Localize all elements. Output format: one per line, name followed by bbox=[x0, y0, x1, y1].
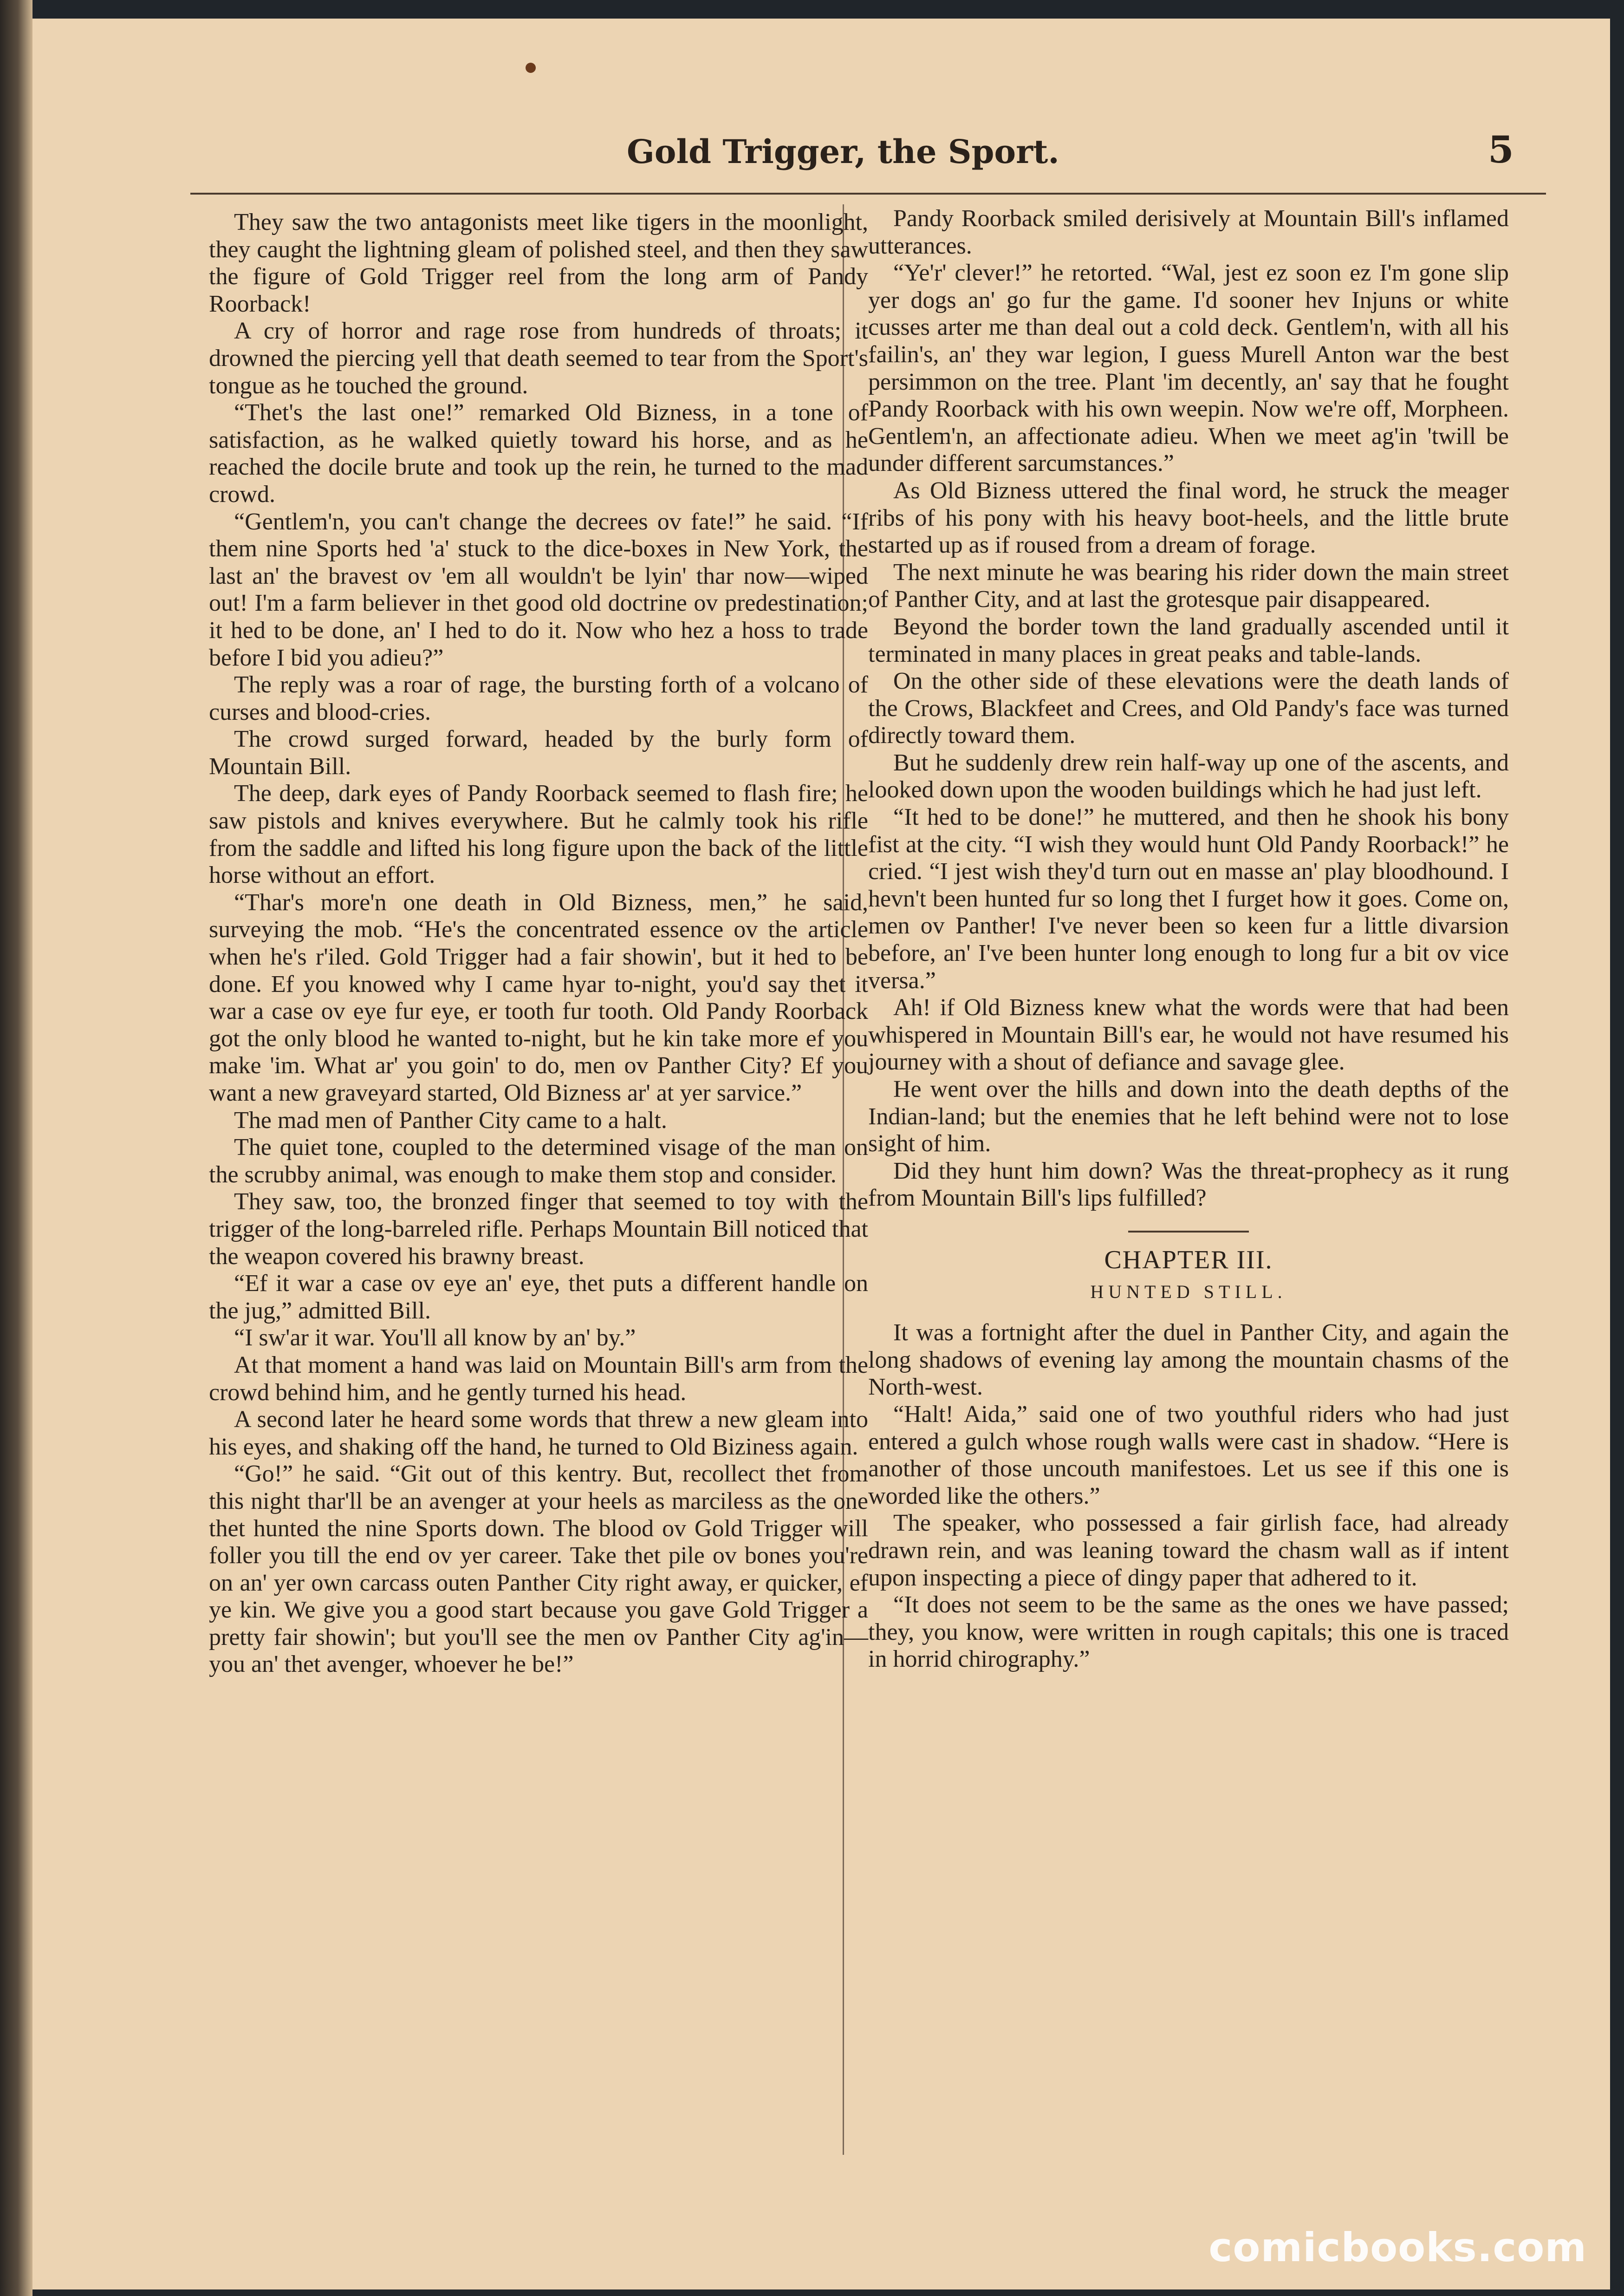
paragraph: Did they hunt him down? Was the threat-prophecy as it rung from Mountain Bill's lips fulfilled? bbox=[868, 1157, 1509, 1212]
paragraph: A second later he heard some words that threw a new gleam into his eyes, and shaking off the hand, he turned to Old Biziness again. bbox=[209, 1406, 868, 1460]
paragraph: “Halt! Aida,” said one of two youthful riders who had just entered a gulch whose rough walls were cast in shadow. “Here is another of those uncouth manifestoes. Let us see if this one is worded like the others.” bbox=[868, 1401, 1509, 1509]
paragraph: Ah! if Old Bizness knew what the words were that had been whispered in Mountain Bill's ear, he would not have resumed his journey with a shout of defiance and savage glee. bbox=[868, 994, 1509, 1076]
paragraph: “I sw'ar it war. You'll all know by an' by.” bbox=[234, 1324, 636, 1351]
section-rule bbox=[1128, 1231, 1249, 1233]
paragraph: Beyond the border town the land gradually ascended until it terminated in many places in great peaks and table-lands. bbox=[868, 613, 1509, 667]
paragraph: The quiet tone, coupled to the determined visage of the man on the scrubby animal, was enough to make them stop and consider. bbox=[209, 1134, 868, 1188]
paragraph: The next minute he was bearing his rider down the main street of Panther City, and at last the grotesque pair disappeared. bbox=[868, 559, 1509, 613]
paragraph: The mad men of Panther City came to a halt. bbox=[234, 1107, 667, 1134]
page-header bbox=[32, 128, 1610, 183]
paragraph: The reply was a roar of rage, the bursting forth of a volcano of curses and blood-cries. bbox=[209, 672, 868, 725]
paragraph: On the other side of these elevations were the death lands of the Crows, Blackfeet and Crees, and Old Pandy's face was turned directly toward them. bbox=[868, 668, 1509, 749]
paragraph: They saw, too, the bronzed finger that seemed to toy with the trigger of the long-barreled rifle. Perhaps Mountain Bill noticed that the weapon covered his brawny breast. bbox=[209, 1188, 868, 1270]
paragraph: But he suddenly drew rein half-way up one of the ascents, and looked down upon the wooden buildings which he had just left. bbox=[868, 749, 1509, 803]
paragraph: “Thet's the last one!” remarked Old Bizness, in a tone of satisfaction, as he walked quietly toward his horse, and as he reached the docile brute and took up the rein, he turned to the mad crowd. bbox=[209, 399, 868, 508]
chapter-title: CHAPTER III. bbox=[1104, 1245, 1273, 1274]
paragraph: He went over the hills and down into the death depths of the Indian-land; but the enemies that he left behind were not to lose sight of him. bbox=[868, 1076, 1509, 1157]
chapter-subtitle: HUNTED STILL. bbox=[1090, 1281, 1287, 1302]
paragraph: Pandy Roorback smiled derisively at Mountain Bill's inflamed utterances. bbox=[868, 205, 1509, 259]
paragraph: “Gentlem'n, you can't change the decrees ov fate!” he said. “If them nine Sports hed 'a' stuck to the dice-boxes in New York, the last an' the bravest ov 'em all wouldn't be lyin' thar now—wiped out! I'm a farm believer in thet good old doctrine ov predestination; it hed to be done, an' I hed to do it. Now who hez a hoss to trade before I bid you adieu?” bbox=[209, 508, 868, 671]
paragraph: “It hed to be done!” he muttered, and then he shook his bony fist at the city. “I wish they would hunt Old Pandy Roorback!” he cried. “I jest wish they'd turn out en masse an' play bloodhound. I hevn't been hunted fur so long thet I furget how it goes. Come on, men ov Panther! I've never been so keen fur a little divarsion before, an' I've been hunter long enough to long fur a bit ov vice versa.” bbox=[868, 804, 1509, 994]
page bbox=[32, 19, 1610, 2289]
paragraph: At that moment a hand was laid on Mountain Bill's arm from the crowd behind him, and he gently turned his head. bbox=[209, 1351, 868, 1406]
paragraph: The crowd surged forward, headed by the burly form of Mountain Bill. bbox=[209, 726, 868, 780]
paragraph: It was a fortnight after the duel in Panther City, and again the long shadows of evening lay among the mountain chasms of the North-west. bbox=[868, 1319, 1509, 1401]
paragraph: The speaker, who possessed a fair girlish face, had already drawn rein, and was leaning toward the chasm wall as if intent upon inspecting a piece of dingy paper that adhered to it. bbox=[868, 1510, 1509, 1591]
header-rule bbox=[190, 193, 1546, 195]
ink-spot bbox=[526, 63, 536, 73]
paragraph: “It does not seem to be the same as the ones we have passed; they, you know, were written in rough capitals; this one is traced in horrid chirography.” bbox=[868, 1592, 1509, 1673]
paragraph: “Ye'r' clever!” he retorted. “Wal, jest ez soon ez I'm gone slip yer dogs an' go fur the game. I'd sooner hev Injuns or white cusses arter me than deal out a cold deck. Gentlem'n, with all his failin's, an' they war legion, I guess Murell Anton war the best persimmon on the tree. Plant 'im decently, an' say that he fought Pandy Roorback with his own weepin. Now we're off, Morpheen. Gentlem'n, an affectionate adieu. When we meet ag'in 'twill be under different sarcumstances.” bbox=[868, 260, 1509, 477]
paragraph: “Go!” he said. “Git out of this kentry. But, recollect thet from this night thar'll be an avenger at your heels as marciless as the one thet hunted the nine Sports down. The blood ov Gold Trigger will foller you till the end ov yer career. Take thet pile ov bones you're on an' yer own carcass outen Panther City right away, er quicker, ef ye kin. We give you a good start because you gave Gold Trigger a pretty fair showin'; but you'll see the men ov Panther City ag'in—you an' thet avenger, whoever he be!” bbox=[209, 1461, 868, 1678]
right-column bbox=[868, 205, 1509, 1673]
paragraph: As Old Bizness uttered the final word, he struck the meager ribs of his pony with his heavy boot-heels, and the little brute started up as if roused from a dream of forage. bbox=[868, 477, 1509, 559]
paragraph: “Ef it war a case ov eye an' eye, thet puts a different handle on the jug,” admitted Bill. bbox=[209, 1270, 868, 1324]
page-number: 5 bbox=[1488, 128, 1514, 171]
paragraph: A cry of horror and rage rose from hundreds of throats; it drowned the piercing yell that death seemed to tear from the Sport's tongue as he touched the ground. bbox=[209, 318, 868, 399]
binding-edge bbox=[0, 0, 32, 2296]
paragraph: They saw the two antagonists meet like tigers in the moonlight, they caught the lightning gleam of polished steel, and then they saw the figure of Gold Trigger reel from the long arm of Pandy Roorback! bbox=[209, 209, 868, 317]
paragraph: “Thar's more'n one death in Old Bizness, men,” he said, surveying the mob. “He's the concentrated essence ov the article when he's r'iled. Gold Trigger had a fair showin', but it hed to be done. Ef you knowed why I came hyar to-night, you'd say thet it war a case ov eye fur eye, er tooth fur tooth. Old Pandy Roorback got the only blood he wanted to-night, but he kin take more ef you make 'im. What ar' you goin' to do, men ov Panther City? Ef you want a new graveyard started, Old Bizness ar' at yer sarvice.” bbox=[209, 889, 868, 1106]
left-column bbox=[209, 209, 868, 1678]
paragraph: The deep, dark eyes of Pandy Roorback seemed to flash fire; he saw pistols and knives everywhere. But he calmly took his rifle from the saddle and lifted his long figure upon the back of the little horse without an effort. bbox=[209, 780, 868, 889]
running-title: Gold Trigger, the Sport. bbox=[627, 132, 1059, 171]
watermark: comicbooks.com bbox=[1208, 2224, 1587, 2271]
